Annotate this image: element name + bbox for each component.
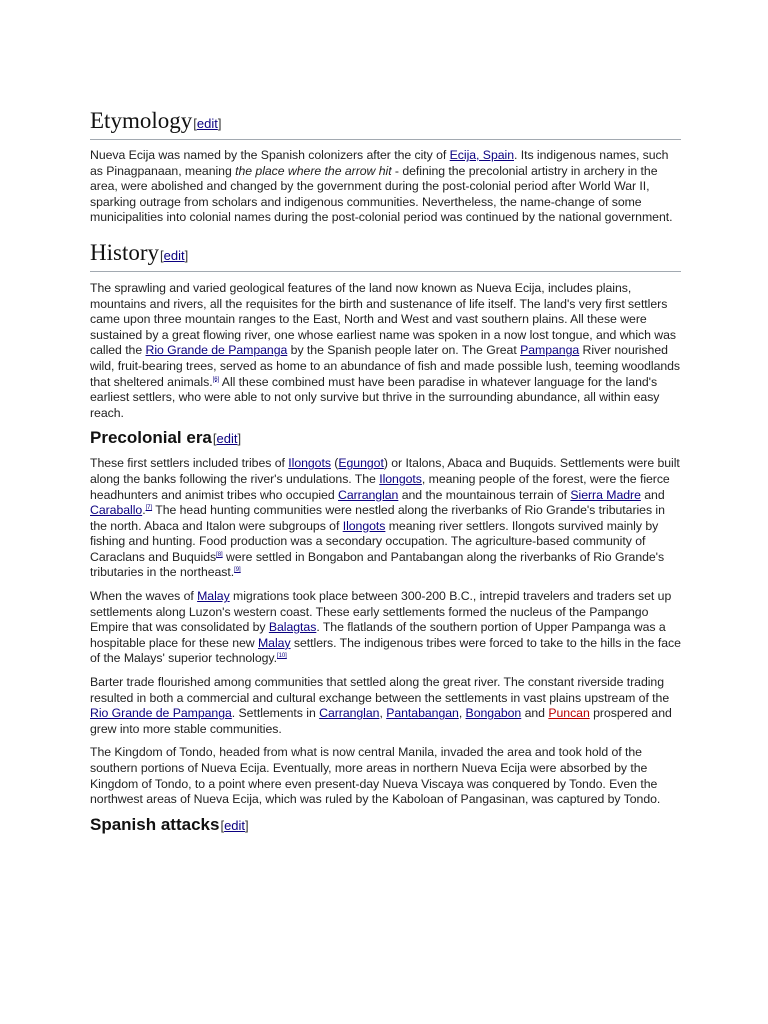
link-egungot[interactable]: Egungot [338,456,384,471]
link-rio-grande-de-pampanga[interactable]: Rio Grande de Pampanga [90,706,232,721]
paragraph-etymology [90,148,681,226]
paragraph-history [90,281,681,421]
text: meaning river settlers. Ilongots survived mainly by fishing and hunting. Food production was a secondary occupation. The agriculture-based community of Caraclans and Buquids [90,518,659,564]
text: Barter trade flourished among communities that settled along the great river. The constant riverside trading resulted in both a commercial and cultural exchange between the settlements in vast plains upstream of the [90,675,670,705]
link-pampanga[interactable]: Pampanga [520,343,580,358]
link-bongabon[interactable]: Bongabon [465,706,522,721]
text: , [379,706,387,721]
edit-link-spanish-attacks[interactable]: edit [224,817,246,833]
link-carranglan[interactable]: Carranglan [338,487,399,502]
text: and the mountainous terrain of [398,487,571,502]
paragraph-precolonial-1 [90,456,681,581]
link-ecija-spain[interactable]: Ecija, Spain [449,148,514,162]
text: by the Spanish people later on. The Great [287,343,521,358]
text: The sprawling and varied geological features of the land now known as Nueva Ecija, includes plains, mountains and rivers, all the requisites for the birth and sustenance of life itself. The land's very first settlers came upon three mountain ranges to the East, North and West and vast southern plains. All these were sustained by a great flowing river, one whose earliest name was spoken in a now lost tongue, and which was called the [90,280,676,358]
text: . The flatlands of the southern portion of Upper Pampanga was a hospitable place for these new [90,620,666,650]
text: The Kingdom of Tondo, headed from what is now central Manila, invaded the area and took hold of the southern portions of Nueva Ecija. Eventually, more areas in northern Nueva Ecija were absorbed by the Kingdom of Tondo, to a point where even present-day Nueva Viscaya was conquered by Tondo. Even the northwest areas of Nueva Ecija, which was ruled by the Kaboloan of Pangasinan, was captured by Tondo. [90,745,661,807]
section-heading-precolonial-era [90,427,681,450]
italic-text: the place where the arrow hit [235,163,392,178]
text: . Settlements in [231,706,320,721]
heading-text: Spanish attacks [90,814,220,834]
text: were settled in Bongabon and Pantabangan along the riverbanks of Rio Grande's tributaries in the northeast. [90,549,665,580]
text: These first settlers included tribes of [90,456,289,471]
heading-text: Precolonial era [90,428,212,448]
text: When the waves of [90,589,198,604]
text: , [458,706,466,721]
reference-link-10[interactable]: [10] [276,653,287,660]
text: ) or Italons, Abaca and Buquids. Settlements were built along the banks following the river's undulations. The [90,456,680,486]
text: and [521,706,549,721]
text: All these combined must have been paradise in whatever language for the land's earliest settlers, who were able to not only survive but thrive in the surrounding abundance, all within easy reach. [90,374,660,420]
edit-section: [edit] [212,431,242,447]
text: - defining the precolonial artistry in archery in the area, were abolished and changed by the government during the post-colonial period after World War II, sparking outrage from scholars and indigenous communities. Nevertheless, the name-change of some municipalities into colonial names during the post-colonial period was continued by the national government. [90,163,673,225]
reference-link-9[interactable]: [9] [234,567,241,574]
text: The head hunting communities were nestled along the riverbanks of Rio Grande's tributaries in the north. Abaca and Italon were subgroups of [90,503,665,533]
link-malay[interactable]: Malay [257,635,291,650]
edit-link-history[interactable]: edit [163,247,185,263]
link-balagtas[interactable]: Balagtas [268,620,317,635]
link-sierra-madre[interactable]: Sierra Madre [570,487,641,502]
text: prospered and grew into more stable communities. [90,706,672,736]
text: settlers. The indigenous tribes were forced to take to the hills in the face of the Malays' superior technology. [90,635,681,666]
edit-section: [edit] [160,247,189,263]
text: . Its indigenous names, such as Pinagpanaan, meaning [90,148,669,178]
reference-link-6[interactable]: [6] [212,376,220,383]
reference-link-7[interactable]: [7] [145,505,153,511]
link-ilongots[interactable]: Ilongots [288,456,331,471]
section-heading-history [90,239,681,272]
text: River nourished wild, fruit-bearing trees, served as home to an abundance of fish and made possible lush, teeming woodlands that sheltered animals. [90,343,681,389]
link-rio-grande-de-pampanga[interactable]: Rio Grande de Pampanga [145,343,288,358]
heading-text: Etymology [90,108,193,133]
edit-section: [edit] [220,817,249,833]
text: . [142,503,146,518]
link-ilongots[interactable]: Ilongots [379,471,422,486]
edit-link-precolonial[interactable]: edit [216,431,238,447]
article-content [90,107,681,837]
edit-section: [edit] [193,116,222,131]
edit-link-etymology[interactable]: edit [196,116,218,131]
reference-link-8[interactable]: [8] [216,551,223,558]
section-heading-etymology [90,107,681,140]
text: Nueva Ecija was named by the Spanish colonizers after the city of [90,148,450,162]
text: ( [330,456,339,471]
text: migrations took place between 300-200 B.C., intrepid travelers and traders set up settlements along Luzon's western coast. These early settlements formed the nucleus of the Pampango Empire that was consolidated by [90,589,672,635]
link-carranglan[interactable]: Carranglan [319,706,380,721]
text: and [640,487,665,502]
reference-sup [277,653,287,659]
text: , meaning people of the forest, were the fierce headhunters and animist tribes who occupied [90,471,670,502]
link-pantabangan[interactable]: Pantabangan [386,706,459,721]
link-ilongots[interactable]: Ilongots [342,518,386,533]
link-caraballo[interactable]: Caraballo [90,503,143,518]
redlink-puncan[interactable]: Puncan [548,706,590,721]
link-malay[interactable]: Malay [197,589,230,604]
reference-sup [234,567,241,573]
section-heading-spanish-attacks [90,814,681,837]
heading-text: History [90,239,159,265]
paragraph-precolonial-2 [90,589,681,667]
paragraph-precolonial-3 [90,675,681,737]
paragraph-precolonial-4 [90,745,681,807]
